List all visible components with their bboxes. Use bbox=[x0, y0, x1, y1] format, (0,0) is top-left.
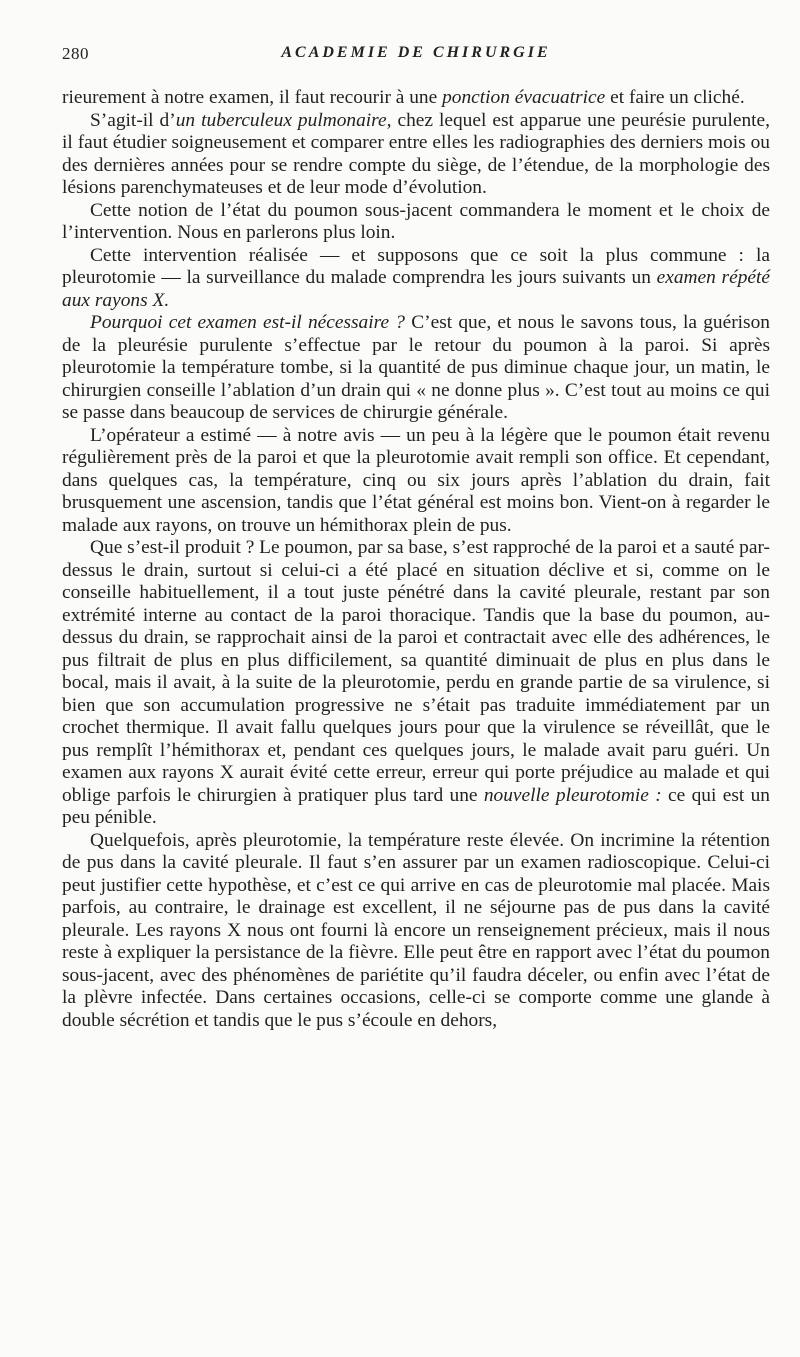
paragraph bbox=[62, 830, 770, 1033]
text-run: Quelquefois, après pleurotomie, la température reste élevée. On incrimine la rétention de pus dans la cavité pleurale. Il faut s’en assurer par un examen radioscopique. Celui-ci peut justifier cette hypothèse, et c’est ce qui arrive en cas de pleurotomie mal placée. Mais parfois, au contraire, le drainage est excellent, il ne séjourne pas de pus dans la cavité pleurale. Les rayons X nous ont fourni là encore un renseignement précieux, mais il nous reste à expliquer la persistance de la fièvre. Elle peut être en rapport avec l’état du poumon sous-jacent, avec des phénomènes de pariétite qu’il faudra déceler, ou enfin avec l’état de la plèvre infectée. Dans certaines occasions, celle-ci se comporte comme une glande à double sécrétion et tandis que le pus s’écoule en dehors, bbox=[62, 829, 770, 1031]
text-run: Que s’est-il produit ? Le poumon, par sa base, s’est rapproché de la paroi et a sauté par-dessus le drain, surtout si celui-ci a été placé en situation déclive et si, comme on le conseille habituellement, il a tout juste pénétré dans la cavité pleurale, restant par son extrémité interne au contact de la paroi thoracique. Tandis que la base du poumon, au-dessus du drain, se rapprochait ainsi de la paroi et contractait avec elle des adhérences, le pus filtrait de plus en plus difficilement, sa quantité diminuait de plus en plus dans le bocal, mais il avait, à la suite de la pleurotomie, perdu en grande partie de sa virulence, si bien que son accumulation progressive ne s’était pas traduite immédiatement par un crochet thermique. Il avait fallu quelques jours pour que la virulence se réveillât, que le pus remplît l’hémithorax et, pendant ces quelques jours, le malade avait paru guéri. Un examen aux rayons X aurait évité cette erreur, erreur qui porte préjudice au malade et qui oblige parfois le chirurgien à pratiquer plus tard une bbox=[62, 537, 770, 806]
page-header bbox=[62, 44, 770, 68]
text-run: et faire un cliché. bbox=[605, 87, 745, 108]
paragraph bbox=[62, 200, 770, 245]
text-run: L’opérateur a estimé — à notre avis — un peu à la légère que le poumon était revenu régulièrement près de la paroi et que la pleurotomie avait rempli son office. Et cependant, dans quelques cas, la température, cinq ou six jours après l’ablation du drain, fait brusquement une ascension, tandis que l’état général est moins bon. Vient-on à regarder le malade aux rayons, on trouve un hémithorax plein de pus. bbox=[62, 424, 770, 536]
body-text bbox=[62, 87, 770, 1032]
text-run: chez lequel est apparue une peurésie purulente, il faut étudier soigneusement et comparer entre elles les radiographies des derniers mois ou des dernières années pour se rendre compte du siège, de l’étendue, de la morphologie des lésions parenchymateuses et de leur mode d’évolution. bbox=[62, 109, 770, 198]
page-number: 280 bbox=[62, 44, 89, 63]
italic-text: nouvelle pleurotomie : bbox=[483, 784, 662, 806]
text-run: ce qui est un peu pénible. bbox=[62, 784, 770, 828]
text-run: Cette notion de l’état du poumon sous-jacent commandera le moment et le choix de l’intervention. Nous en parlerons plus loin. bbox=[62, 199, 770, 243]
italic-text: ponction évacuatrice bbox=[442, 87, 606, 108]
text-run: C’est que, et nous le savons tous, la guérison de la pleurésie purulente s’effectue par le retour du poumon à la paroi. Si après pleurotomie la température tombe, si la quantité de pus diminue chaque jour, un matin, le chirurgien conseille l’ablation d’un drain qui « ne donne plus ». C’est tout au moins ce qui se passe dans beaucoup de services de chirurgie générale. bbox=[62, 312, 770, 423]
text-run: Cette intervention réalisée — et supposons que ce soit la plus commune : la pleurotomie — la surveillance du malade comprendra les jours suivants un bbox=[62, 244, 770, 288]
paragraph bbox=[62, 87, 770, 110]
paragraph bbox=[62, 245, 770, 313]
paragraph bbox=[62, 425, 770, 538]
text-run: S’agit-il d’ bbox=[90, 109, 176, 131]
italic-text: Pourquoi cet examen est-il nécessaire ? bbox=[90, 312, 405, 333]
italic-text: examen répété aux rayons X. bbox=[62, 267, 770, 311]
paragraph bbox=[62, 537, 770, 830]
paragraph bbox=[62, 312, 770, 425]
running-head: ACADEMIE DE CHIRURGIE bbox=[281, 44, 551, 61]
text-run: rieurement à notre examen, il faut recourir à une bbox=[62, 87, 443, 108]
paragraph bbox=[62, 110, 770, 200]
italic-text: un tuberculeux pulmonaire, bbox=[175, 109, 392, 131]
